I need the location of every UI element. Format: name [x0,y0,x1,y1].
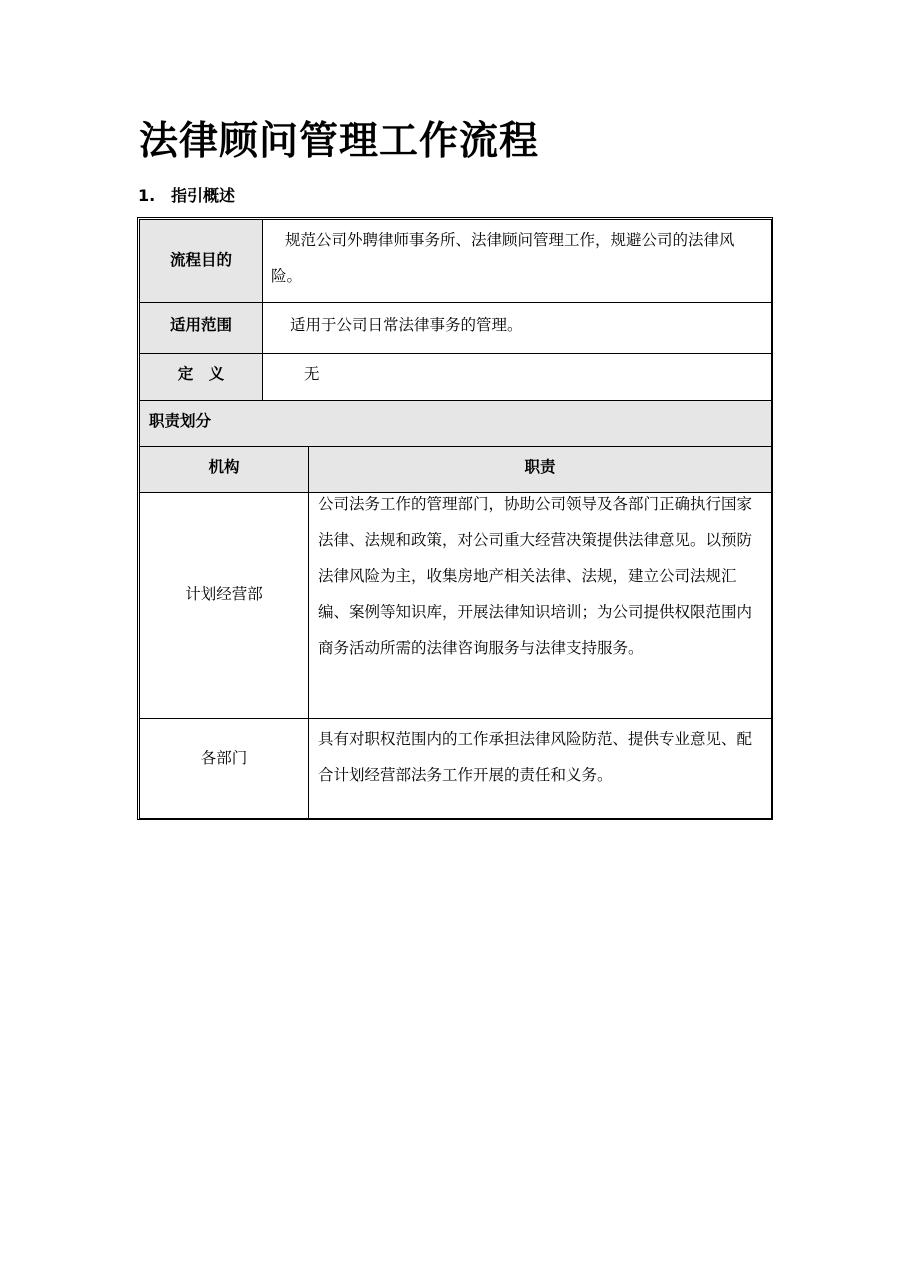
duty-text-departments: 具有对职权范围内的工作承担法律风险防范、提供专业意见、配合计划经营部法务工作开展的责任和义务。 [318,730,753,784]
purpose-value: 规范公司外聘律师事务所、法律顾问管理工作，规避公司的法律风险。 [271,231,735,285]
duty-cell-departments [308,718,772,819]
duty-text-planning: 公司法务工作的管理部门，协助公司领导及各部门正确执行国家法律、法规和政策，对公司重大经营决策提供法律意见。以预防法律风险为主，收集房地产相关法律、法规，建立公司法规汇编、案例等知识库，开展法律知识培训；为公司提供权限范围内商务活动所需的法律咨询服务与法律支持服务。 [318,495,753,657]
definition-value-cell [262,353,772,401]
scope-value-cell [262,302,772,354]
definition-label-cell [139,353,263,401]
definition-value: 无 [304,365,320,383]
responsibility-section-label: 职责划分 [149,412,212,430]
scope-label-cell [139,302,263,354]
responsibility-section-cell [139,400,772,447]
org-cell-planning [139,492,309,719]
scope-label: 适用范围 [169,316,232,334]
guideline-table [137,217,773,820]
purpose-value-cell [262,219,772,303]
purpose-label: 流程目的 [169,251,232,269]
org-name-planning: 计划经营部 [185,584,263,603]
duty-cell-planning [308,486,772,719]
org-name-departments: 各部门 [200,748,248,767]
duty-column-header-text: 职责 [524,458,556,476]
definition-label: 定 义 [177,365,225,383]
section-heading [138,185,235,207]
org-cell-departments [139,718,309,819]
page-title: 法律顾问管理工作流程 [139,119,540,164]
org-column-header-text: 机构 [208,458,240,476]
purpose-label-cell [139,219,263,303]
org-column-header [139,446,309,493]
section-heading-text: 指引概述 [171,186,236,205]
section-number: 1. [138,186,156,205]
scope-value: 适用于公司日常法律事务的管理。 [290,316,523,334]
